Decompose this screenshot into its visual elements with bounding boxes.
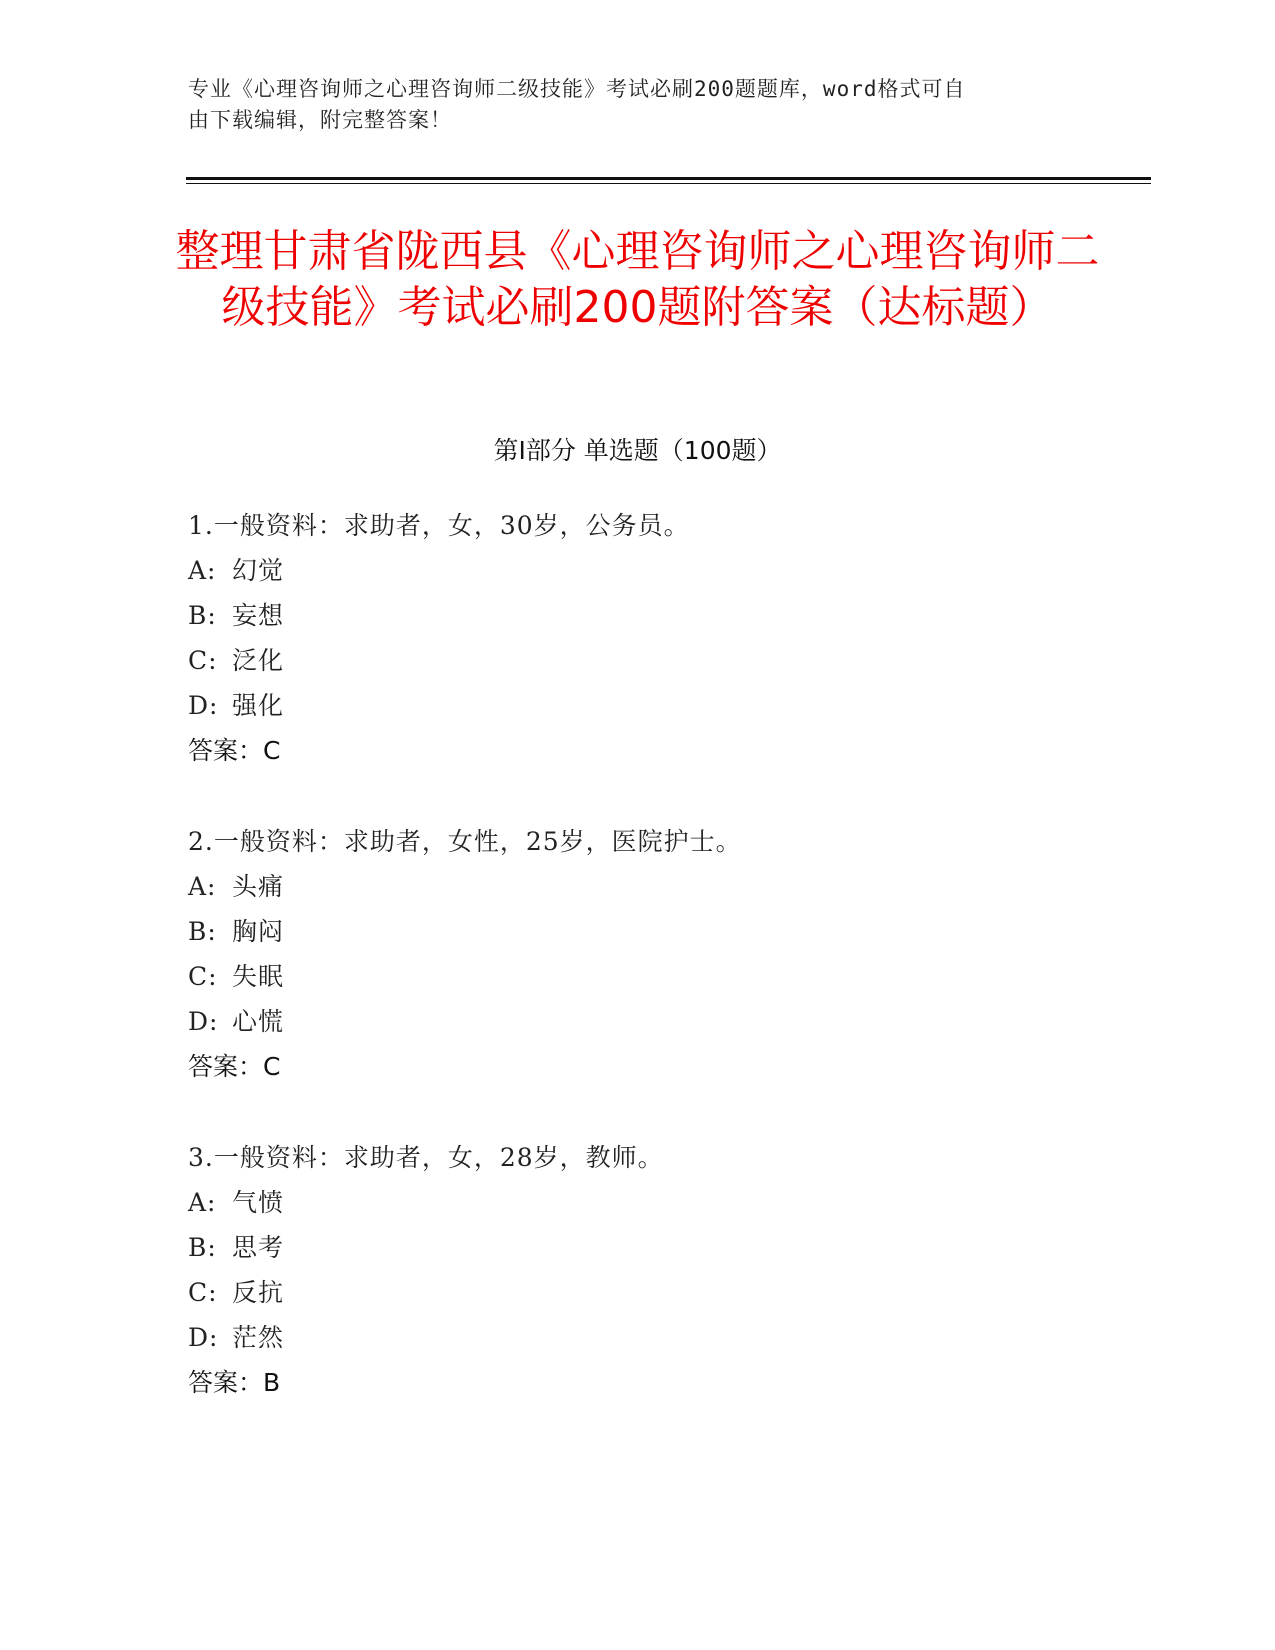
answer-value: C: [263, 736, 281, 765]
question-stem: 1.一般资料：求助者，女，30岁，公务员。: [188, 511, 690, 540]
header-divider-thin: [186, 183, 1151, 184]
option-c: [188, 954, 1088, 999]
option-key: A:: [188, 1188, 217, 1217]
option-text: 头痛: [232, 872, 285, 901]
option-d: [188, 1315, 1088, 1360]
option-b: [188, 909, 1088, 954]
option-key: D:: [188, 691, 219, 720]
option-a: [188, 1180, 1088, 1225]
option-key: D:: [188, 1007, 219, 1036]
question-block: [188, 819, 1088, 1089]
option-key: D:: [188, 1323, 219, 1352]
question-block: [188, 1135, 1088, 1405]
document-title: 整理甘肃省陇西县《心理咨询师之心理咨询师二级技能》考试必刷200题附答案（达标题）: [175, 226, 1100, 333]
option-text: 思考: [232, 1233, 285, 1262]
question-stem: 2.一般资料：求助者，女性，25岁，医院护士。: [188, 827, 742, 856]
header-divider-thick: [186, 177, 1151, 180]
answer-label: 答案：: [188, 1052, 264, 1081]
section-heading: 第Ⅰ部分 单选题（100题）: [493, 436, 782, 465]
option-d: [188, 999, 1088, 1044]
question-stem: 3.一般资料：求助者，女，28岁，教师。: [188, 1143, 664, 1172]
option-text: 泛化: [232, 646, 285, 675]
option-b: [188, 593, 1088, 638]
answer-line: [188, 1360, 1088, 1405]
option-text: 幻觉: [232, 556, 285, 585]
option-key: C:: [188, 646, 218, 675]
answer-value: B: [263, 1368, 281, 1397]
option-text: 强化: [232, 691, 285, 720]
answer-line: [188, 1044, 1088, 1089]
option-key: C:: [188, 1278, 218, 1307]
option-text: 茫然: [232, 1323, 285, 1352]
option-text: 失眠: [232, 962, 285, 991]
option-key: B:: [188, 917, 217, 946]
header-note: [188, 74, 1088, 136]
option-text: 反抗: [232, 1278, 285, 1307]
option-key: A:: [188, 556, 217, 585]
option-key: A:: [188, 872, 217, 901]
header-note-line-2: 由下载编辑，附完整答案！: [188, 108, 452, 132]
option-text: 妄想: [232, 601, 285, 630]
option-b: [188, 1225, 1088, 1270]
option-key: B:: [188, 1233, 217, 1262]
question-block: [188, 503, 1088, 773]
option-key: C:: [188, 962, 218, 991]
option-d: [188, 683, 1088, 728]
option-text: 心慌: [232, 1007, 285, 1036]
option-a: [188, 864, 1088, 909]
option-text: 气愤: [232, 1188, 285, 1217]
option-c: [188, 1270, 1088, 1315]
option-c: [188, 638, 1088, 683]
answer-label: 答案：: [188, 1368, 264, 1397]
header-note-line-1: 专业《心理咨询师之心理咨询师二级技能》考试必刷200题题库，word格式可自: [188, 77, 966, 101]
option-key: B:: [188, 601, 217, 630]
answer-value: C: [263, 1052, 281, 1081]
option-text: 胸闷: [232, 917, 285, 946]
answer-line: [188, 728, 1088, 773]
option-a: [188, 548, 1088, 593]
answer-label: 答案：: [188, 736, 264, 765]
